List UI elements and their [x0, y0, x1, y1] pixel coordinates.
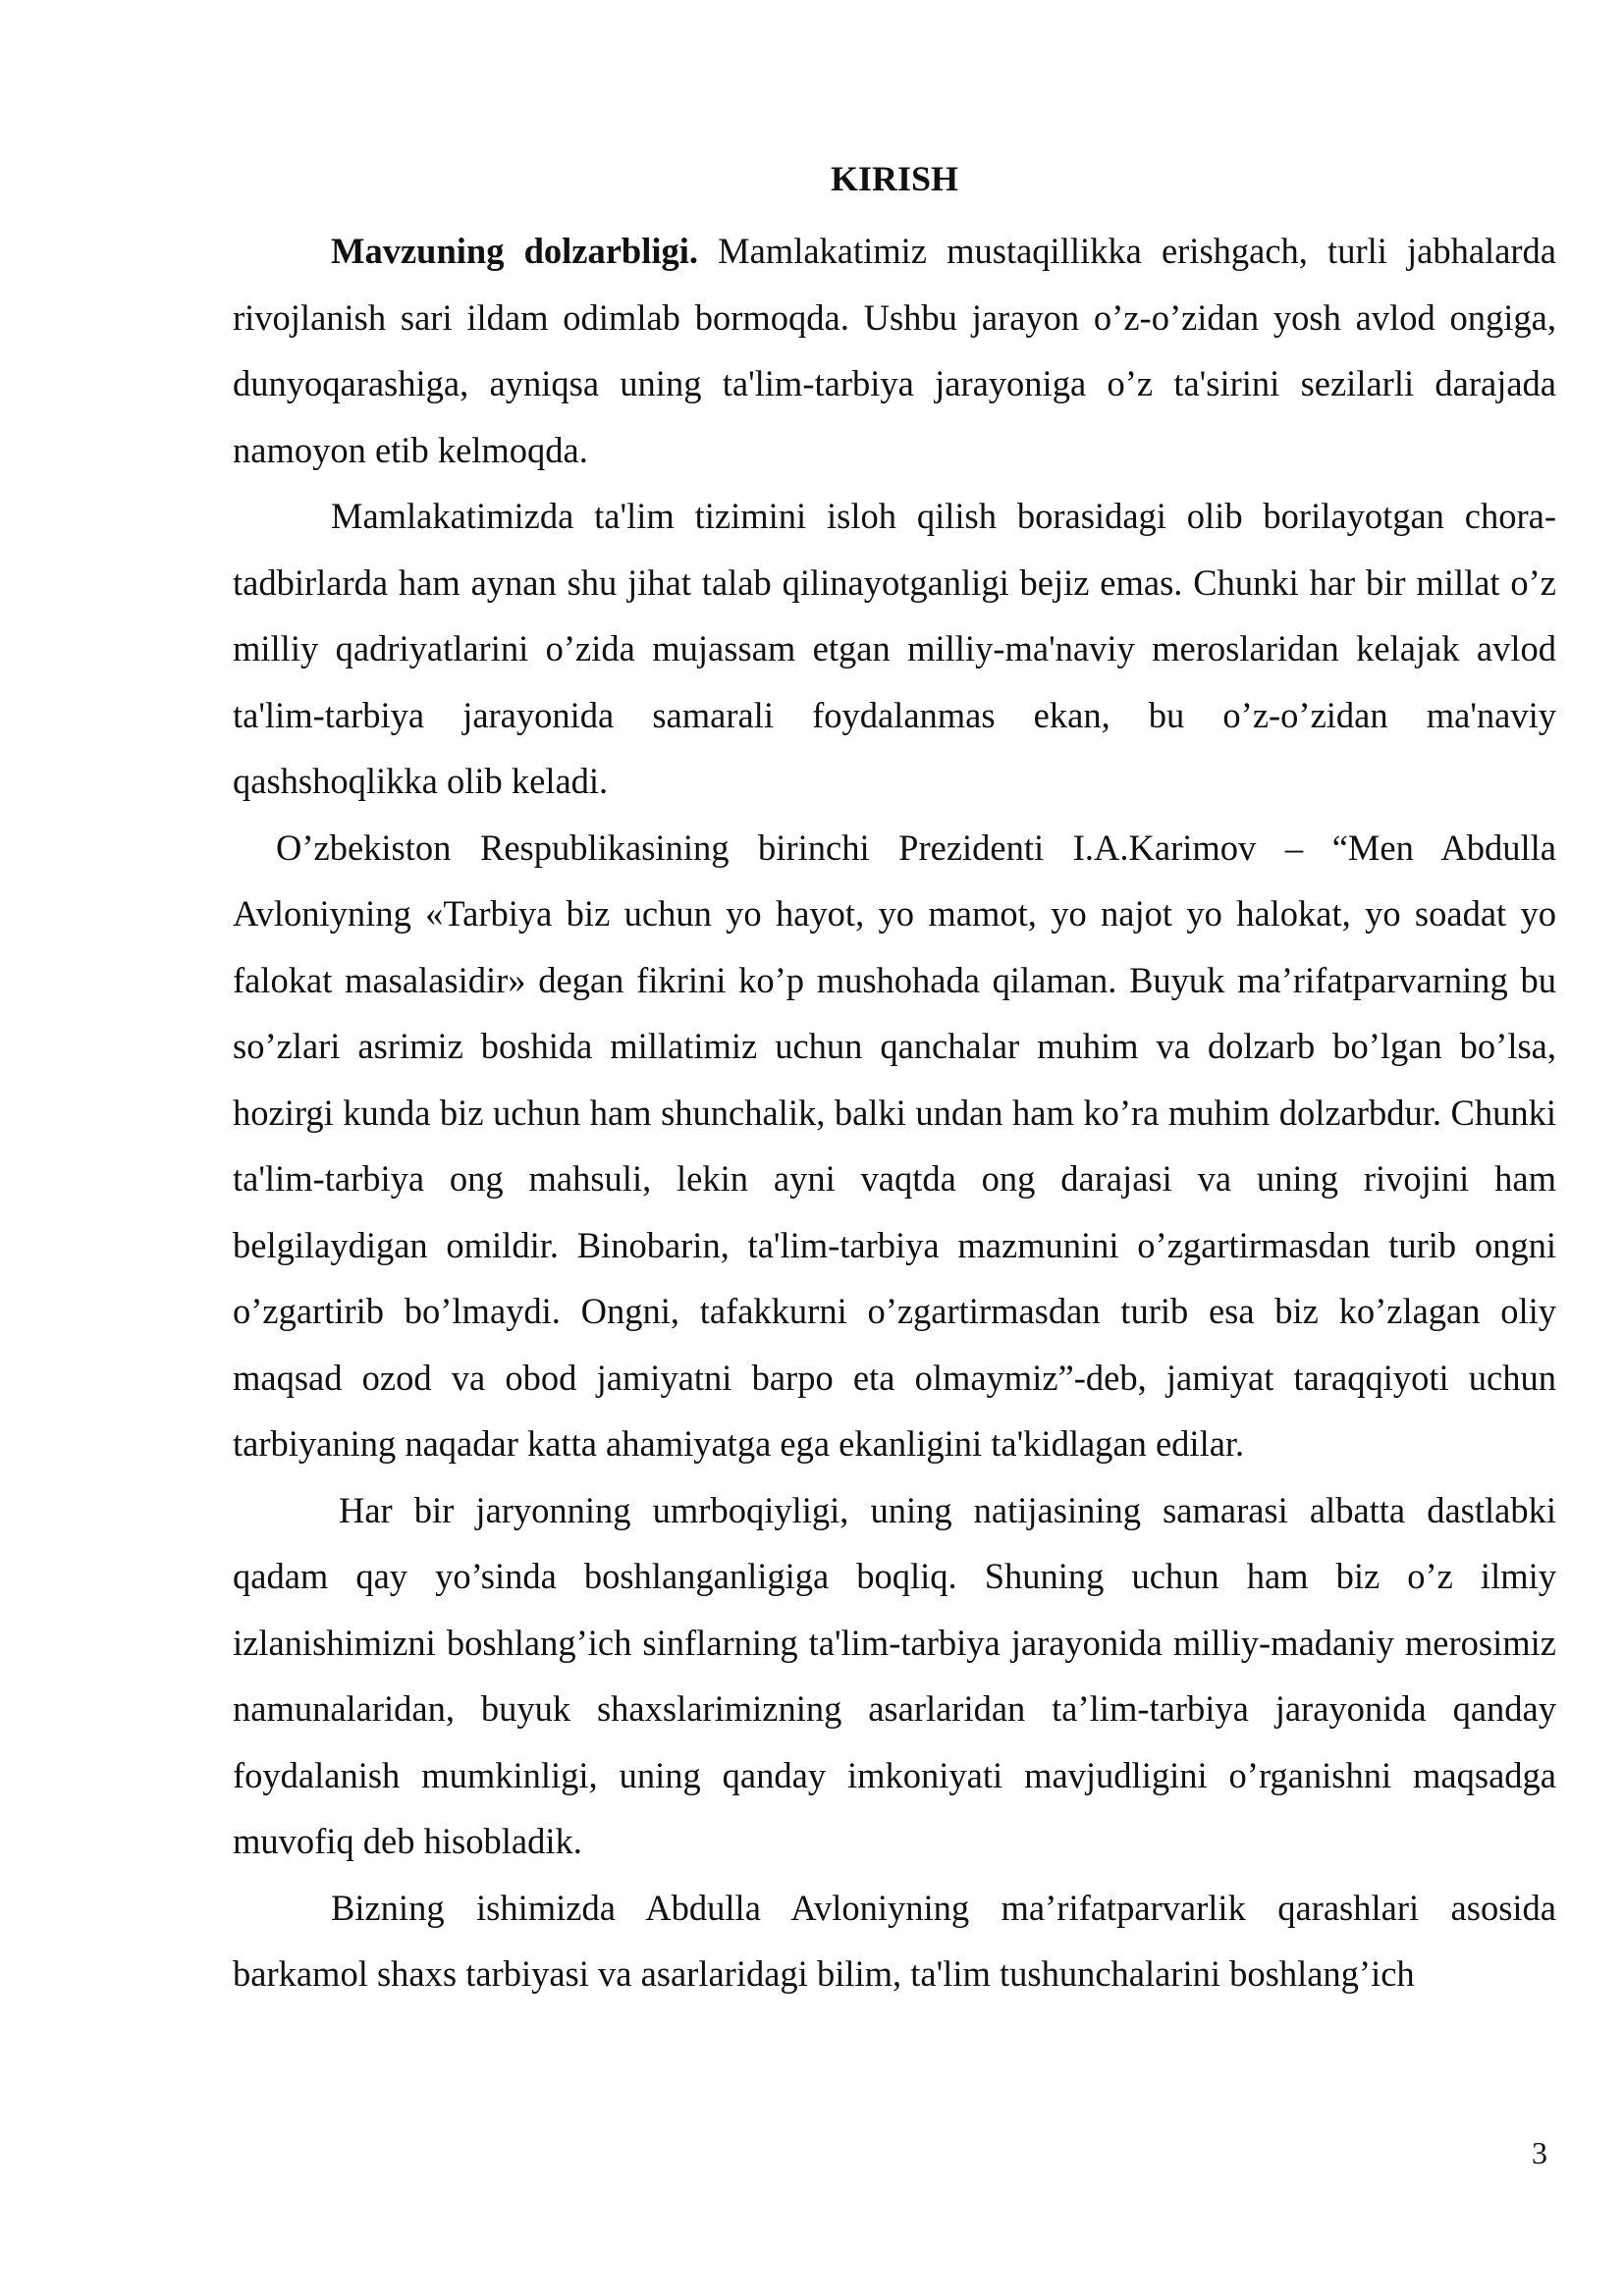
paragraph-research-goal: Har bir jaryonning umrboqiyligi, uning natijasining samarasi albatta dastlabki qadam qay yo’sinda boshlanganligiga boqliq. Shuning uchun ham biz o’z ilmiy izlanishimizni boshlang’ich sinflarning ta'lim-tarbiya jarayonida milliy-madaniy merosimiz namunalaridan, buyuk shaxslarimizning asarlaridan ta’lim-tarbiya jarayonida qanday foydalanish mumkinligi, uning qanday imkoniyati mavjudligini o’rganishni maqsadga muvofiq deb hisobladik.: [233, 1489, 1556, 1861]
paragraph-our-work: Bizning ishimizda Abdulla Avloniyning ma’rifatparvarlik qarashlari asosida barkamol shaxs tarbiyasi va asarlaridagi bilim, ta'lim tushunchalarini boshlang’ich: [233, 1887, 1556, 1994]
paragraph-education-reform: Mamlakatimizda ta'lim tizimini isloh qilish borasidagi olib borilayotgan chora-tadbirlarda ham aynan shu jihat talab qilinayotganligi bejiz emas. Chunki har bir millat o’z milliy qadriyatlarini o’zida mujassam etgan milliy-ma'naviy meroslaridan kelajak avlod ta'lim-tarbiya jarayonida samarali foydalanmas ekan, bu o’z-o’zidan ma'naviy qashshoqlikka olib keladi.: [233, 496, 1556, 801]
paragraph-text: Mamlakatimiz mustaqillikka erishgach, turli jabhalarda rivojlanish sari ildam odimlab bormoqda. Ushbu jarayon o’z-o’zidan yosh avlod ongiga, dunyoqarashiga, ayniqsa uning ta'lim-tarbiya jarayoniga o’z ta'sirini sezilarli darajada namoyon etib kelmoqda.: [233, 231, 1556, 470]
paragraph-lead: Mavzuning dolzarbligi.: [331, 231, 699, 271]
document-page: [233, 147, 1556, 2007]
paragraph-relevance: [233, 218, 1556, 483]
paragraph-karimov-quote: O’zbekiston Respublikasining birinchi Prezidenti I.A.Karimov – “Men Abdulla Avloniyning «Tarbiya biz uchun yo hayot, yo mamot, yo najot yo halokat, yo soadat yo falokat masalasidir» degan fikrini ko’p mushohada qilaman. Buyuk ma’rifatparvarning bu so’zlari asrimiz boshida millatimiz uchun qanchalar muhim va dolzarb bo’lgan bo’lsa, hozirgi kunda biz uchun ham shunchalik, balki undan ham ko’ra muhim dolzarbdur. Chunki ta'lim-tarbiya ong mahsuli, lekin ayni vaqtda ong darajasi va uning rivojini ham belgilaydigan omildir. Binobarin, ta'lim-tarbiya mazmunini o’zgartirmasdan turib ongni o’zgartirib bo’lmaydi. Ongni, tafakkurni o’zgartirmasdan turib esa biz ko’zlagan oliy maqsad ozod va obod jamiyatni barpo eta olmaymiz”-deb, jamiyat taraqqiyoti uchun tarbiyaning naqadar katta ahamiyatga ega ekanligini ta'kidlagan edilar.: [233, 827, 1556, 1464]
page-number: 3: [1532, 2135, 1547, 2170]
page-title: KIRISH: [830, 159, 959, 198]
